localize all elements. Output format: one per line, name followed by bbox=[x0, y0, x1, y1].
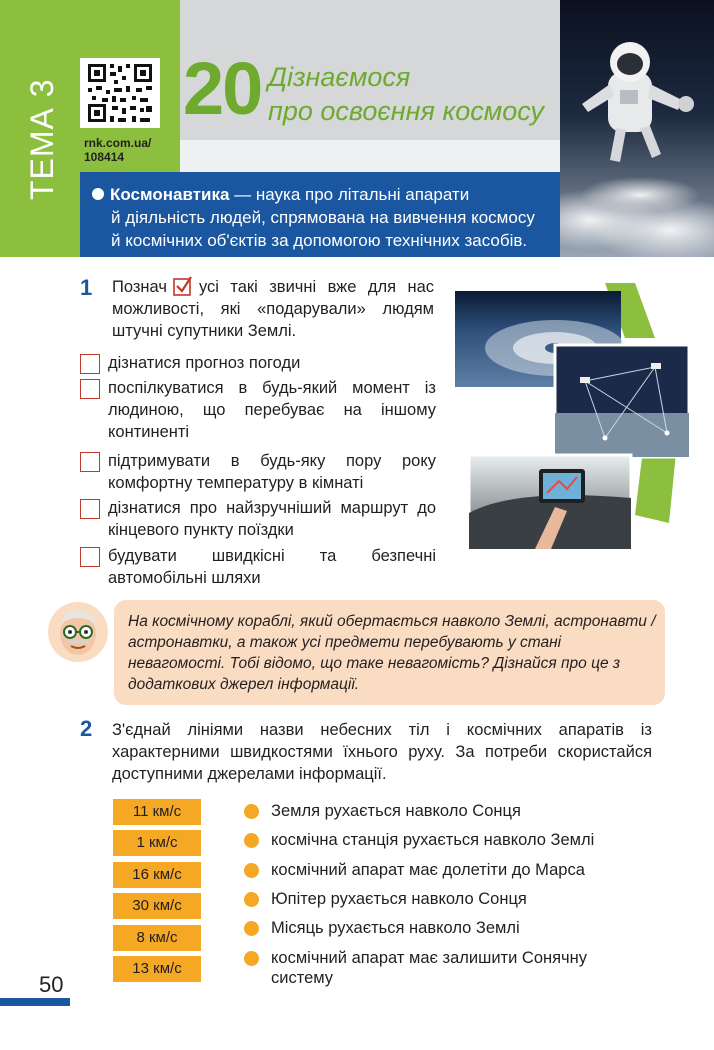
lesson-title-line2: про освоєння космосу bbox=[268, 96, 544, 126]
statement-item[interactable] bbox=[244, 830, 644, 850]
definition-term: Космонавтика bbox=[110, 185, 230, 204]
bullet-dot-icon bbox=[244, 804, 259, 819]
option-item bbox=[80, 377, 436, 443]
bullet-icon bbox=[92, 188, 104, 200]
lesson-title-line1: Дізнаємося bbox=[268, 62, 411, 92]
statement-label: Земля рухається навколо Сонця bbox=[271, 802, 521, 820]
option-label: дізнатися про найзручніший маршрут до кінцевого пункту поїздки bbox=[108, 499, 436, 539]
bullet-dot-icon bbox=[244, 863, 259, 878]
qr-code[interactable] bbox=[80, 58, 160, 128]
definition-text: — наука про літальні апарати bbox=[229, 185, 470, 204]
option-checkbox[interactable] bbox=[80, 379, 100, 399]
speed-label[interactable]: 8 км/с bbox=[113, 925, 201, 951]
definition bbox=[92, 183, 562, 252]
speed-label[interactable]: 16 км/с bbox=[113, 862, 201, 888]
statement-item[interactable] bbox=[244, 889, 644, 909]
bullet-dot-icon bbox=[244, 951, 259, 966]
statement-item[interactable] bbox=[244, 918, 644, 938]
qr-link-line1: rnk.com.ua/ bbox=[84, 136, 152, 150]
bullet-dot-icon bbox=[244, 833, 259, 848]
bullet-dot-icon bbox=[244, 892, 259, 907]
definition-line2: й діяльність людей, спрямована на вивчення космосу bbox=[111, 208, 535, 227]
option-item bbox=[80, 450, 436, 494]
qr-link[interactable] bbox=[84, 136, 151, 164]
task2-number: 2 bbox=[80, 716, 93, 741]
statement-item[interactable] bbox=[244, 948, 644, 988]
option-item bbox=[80, 352, 436, 374]
car-navigation-photo bbox=[469, 455, 631, 549]
teacher-avatar bbox=[48, 602, 108, 662]
task1-number: 1 bbox=[80, 275, 93, 300]
option-label: дізнатися прогноз погоди bbox=[108, 354, 301, 372]
tip-text: На космічному кораблі, який обертається навколо Землі, астронавти / астронавтки, а також усі предмети перебувають у стані невагомості. Тобі відомо, що таке невагомість? Дізнайся про це з додаткових джерел інформації. bbox=[128, 613, 656, 693]
statement-label: космічний апарат має залишити Сонячну систему bbox=[271, 949, 588, 987]
task2-instruction: З'єднай лініями назви небесних тіл і космічних апаратів із характерними швидкостями їхнього руху. За потреби скористайся доступними джерелами інформації. bbox=[112, 721, 652, 783]
page-number-bar bbox=[0, 998, 70, 1006]
bullet-dot-icon bbox=[244, 921, 259, 936]
theme-label: ТЕМА 3 bbox=[24, 78, 60, 200]
lesson-number: 20 bbox=[183, 47, 262, 130]
statement-label: космічний апарат має долетіти до Марса bbox=[271, 861, 585, 879]
lesson-title bbox=[268, 60, 544, 128]
qr-link-line2: 108414 bbox=[84, 150, 125, 164]
speed-label[interactable]: 1 км/с bbox=[113, 830, 201, 856]
gps-photo bbox=[555, 345, 689, 457]
speed-label[interactable]: 13 км/с bbox=[113, 956, 201, 982]
option-checkbox[interactable] bbox=[80, 354, 100, 374]
statement-item[interactable] bbox=[244, 801, 644, 821]
page-number: 50 bbox=[39, 972, 64, 997]
astronaut-photo bbox=[560, 0, 714, 257]
definition-line3: й космічних об'єктів за допомогою технічних засобів. bbox=[111, 231, 528, 250]
task1-instruction bbox=[112, 276, 434, 342]
option-checkbox[interactable] bbox=[80, 452, 100, 472]
statement-item[interactable] bbox=[244, 860, 644, 880]
option-checkbox[interactable] bbox=[80, 499, 100, 519]
checkmark-icon bbox=[173, 276, 193, 296]
task1-intro-after: усі такі звичні вже для нас можливості, які «подарували» людям штучні супутники Землі. bbox=[112, 278, 434, 340]
option-label: будувати швидкісні та безпечні автомобільні шляхи bbox=[108, 547, 436, 587]
satellite-photos bbox=[455, 283, 695, 583]
task1-intro-before: Познач bbox=[112, 278, 167, 296]
option-item bbox=[80, 497, 436, 541]
option-label: поспілкуватися в будь-який момент із людиною, що перебуває на іншому континенті bbox=[108, 379, 436, 441]
speed-label[interactable]: 30 км/с bbox=[113, 893, 201, 919]
option-checkbox[interactable] bbox=[80, 547, 100, 567]
statement-label: Юпітер рухається навколо Сонця bbox=[271, 890, 527, 908]
option-item bbox=[80, 545, 436, 589]
option-label: підтримувати в будь-яку пору року комфортну температуру в кімнаті bbox=[108, 452, 436, 492]
header-stripe bbox=[180, 140, 560, 172]
statement-label: космічна станція рухається навколо Землі bbox=[271, 831, 595, 849]
speed-label[interactable]: 11 км/с bbox=[113, 799, 201, 825]
statement-label: Місяць рухається навколо Землі bbox=[271, 919, 520, 937]
